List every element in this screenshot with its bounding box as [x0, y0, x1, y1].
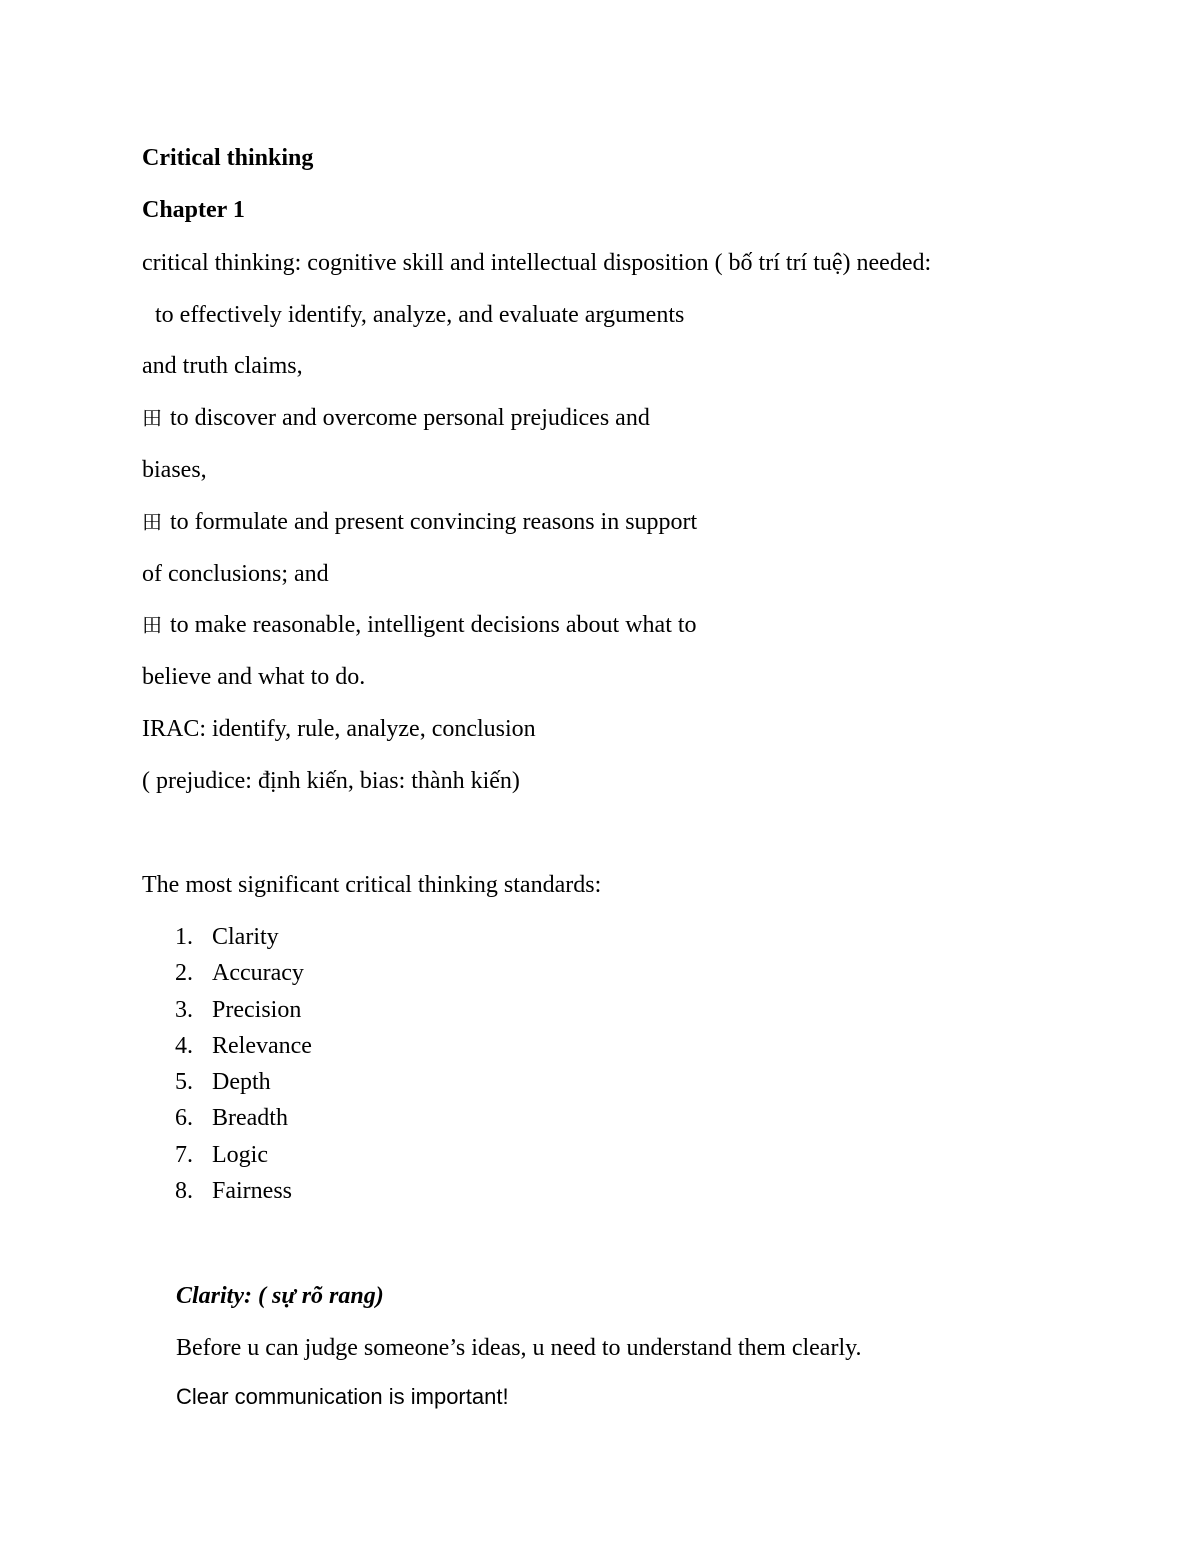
point-line-6: of conclusions; and [142, 561, 329, 587]
bullet-glyph-icon: 田 [142, 406, 162, 430]
point-line-4: biases, [142, 457, 207, 483]
standards-intro: The most significant critical thinking standards: [142, 872, 602, 898]
list-label: Fairness [212, 1178, 292, 1205]
bullet-point-4 [142, 611, 697, 639]
clarity-note: Clear communication is important! [176, 1384, 509, 1409]
point-line-3: to discover and overcome personal prejudices and [170, 405, 650, 431]
list-number: 8. [175, 1178, 193, 1205]
list-label: Clarity [212, 924, 279, 950]
point-line-8: believe and what to do. [142, 664, 366, 690]
bullet-glyph-icon: 田 [142, 613, 162, 637]
bullet-point-3 [142, 508, 697, 536]
bullet-glyph-icon: 田 [142, 510, 162, 534]
clarity-text: Before u can judge someone’s ideas, u need to understand them clearly. [176, 1335, 862, 1361]
list-number: 2. [175, 960, 193, 987]
list-label: Depth [212, 1069, 271, 1096]
document-title: Critical thinking [142, 145, 314, 171]
list-number: 7. [175, 1141, 193, 1168]
irac-line: IRAC: identify, rule, analyze, conclusion [142, 716, 536, 742]
list-label: Precision [212, 996, 302, 1023]
list-number: 5. [175, 1069, 193, 1096]
list-label: Accuracy [212, 960, 304, 987]
list-number: 4. [175, 1032, 193, 1059]
point-line-7: to make reasonable, intelligent decisions about what to [170, 612, 697, 638]
clarity-heading: Clarity: ( sự rõ rang) [176, 1283, 384, 1309]
chapter-heading: Chapter 1 [142, 197, 245, 223]
point-line-2: and truth claims, [142, 353, 303, 379]
list-label: Relevance [212, 1032, 312, 1059]
definition-text: critical thinking: cognitive skill and intellectual disposition ( bố trí trí tuệ) needed: [142, 250, 932, 276]
list-label: Logic [212, 1141, 268, 1168]
list-number: 3. [175, 996, 193, 1023]
translation-line: ( prejudice: định kiến, bias: thành kiến) [142, 768, 520, 794]
list-label: Breadth [212, 1105, 288, 1132]
point-line-5: to formulate and present convincing reasons in support [170, 509, 698, 535]
bullet-point-2 [142, 404, 650, 432]
point-line-1: to effectively identify, analyze, and evaluate arguments [155, 302, 685, 328]
list-number: 6. [175, 1105, 193, 1132]
list-number: 1. [175, 924, 193, 950]
